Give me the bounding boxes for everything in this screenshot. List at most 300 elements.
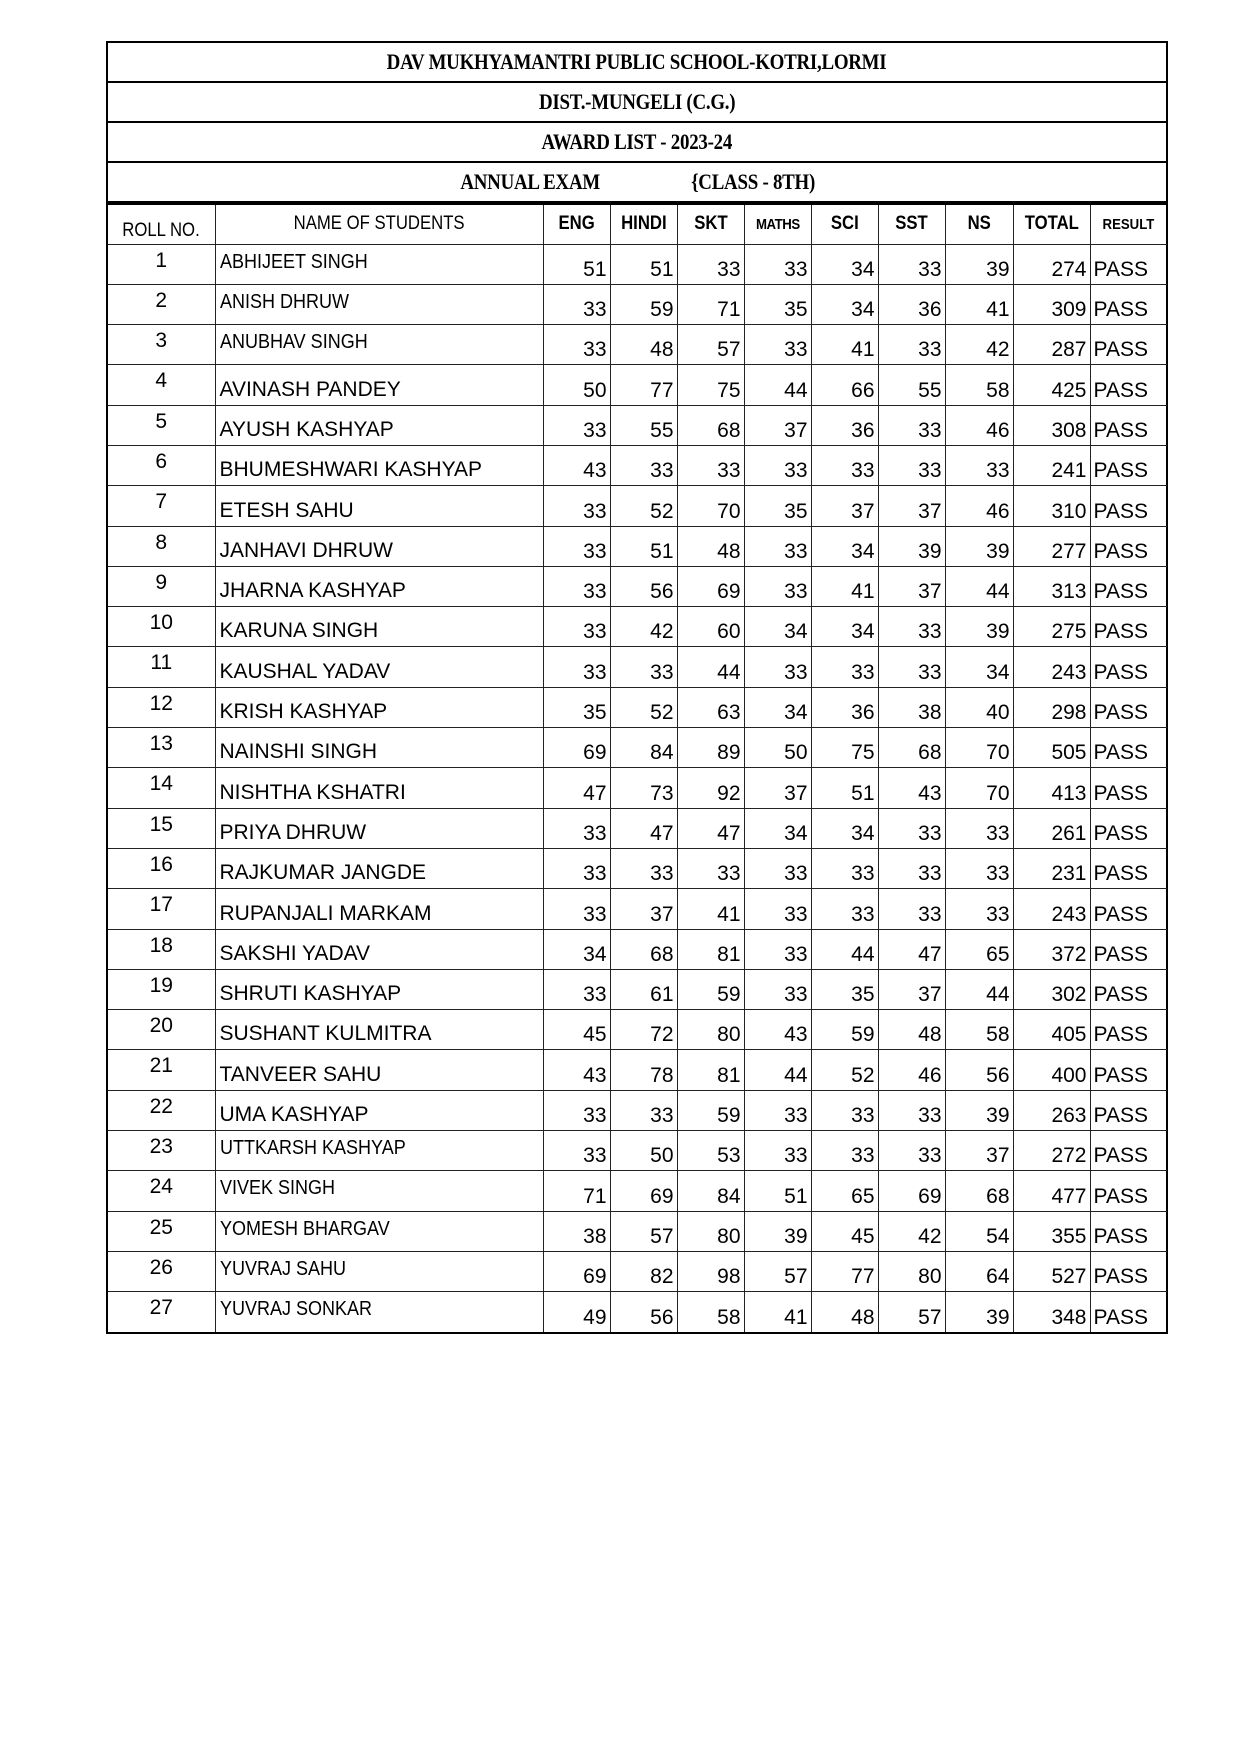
student-name: RAJKUMAR JANGDE xyxy=(215,848,543,888)
total-marks: 477 xyxy=(1013,1171,1090,1211)
school-name-row xyxy=(108,43,1166,83)
eng-marks: 33 xyxy=(543,889,610,929)
eng-marks: 43 xyxy=(543,445,610,485)
skt-marks: 59 xyxy=(677,1090,744,1130)
ns-marks: 39 xyxy=(945,244,1013,284)
ns-marks: 56 xyxy=(945,1050,1013,1090)
skt-marks: 33 xyxy=(677,445,744,485)
table-row xyxy=(108,848,1167,888)
student-name: SAKSHI YADAV xyxy=(215,929,543,969)
sci-marks: 33 xyxy=(811,848,878,888)
result-status: PASS xyxy=(1090,1171,1167,1211)
ns-marks: 33 xyxy=(945,808,1013,848)
sci-marks: 33 xyxy=(811,1090,878,1130)
table-row xyxy=(108,808,1167,848)
school-name: DAV MUKHYAMANTRI PUBLIC SCHOOL-KOTRI,LORMI xyxy=(387,49,887,74)
sci-marks: 34 xyxy=(811,607,878,647)
sst-marks: 37 xyxy=(878,969,945,1009)
total-marks: 243 xyxy=(1013,889,1090,929)
roll-number: 4 xyxy=(108,365,215,405)
ns-marks: 37 xyxy=(945,1131,1013,1171)
sst-marks: 33 xyxy=(878,848,945,888)
ns-marks: 68 xyxy=(945,1171,1013,1211)
maths-marks: 35 xyxy=(744,486,811,526)
sci-marks: 51 xyxy=(811,768,878,808)
maths-marks: 43 xyxy=(744,1010,811,1050)
roll-number: 12 xyxy=(108,687,215,727)
maths-marks: 33 xyxy=(744,969,811,1009)
student-name: SUSHANT KULMITRA xyxy=(215,1010,543,1050)
eng-marks: 38 xyxy=(543,1211,610,1251)
sst-marks: 48 xyxy=(878,1010,945,1050)
eng-marks: 34 xyxy=(543,929,610,969)
maths-marks: 44 xyxy=(744,1050,811,1090)
roll-number: 8 xyxy=(108,526,215,566)
eng-marks: 71 xyxy=(543,1171,610,1211)
eng-marks: 33 xyxy=(543,1131,610,1171)
district-row xyxy=(108,83,1166,123)
table-row xyxy=(108,1050,1167,1090)
ns-marks: 33 xyxy=(945,445,1013,485)
hindi-marks: 57 xyxy=(610,1211,677,1251)
total-marks: 400 xyxy=(1013,1050,1090,1090)
roll-number: 15 xyxy=(108,808,215,848)
header-roll: ROLL NO. xyxy=(108,205,215,244)
maths-marks: 33 xyxy=(744,566,811,606)
maths-marks: 33 xyxy=(744,445,811,485)
result-status: PASS xyxy=(1090,607,1167,647)
student-name: ANISH DHRUW xyxy=(215,284,543,324)
sci-marks: 75 xyxy=(811,728,878,768)
total-marks: 243 xyxy=(1013,647,1090,687)
eng-marks: 35 xyxy=(543,687,610,727)
result-status: PASS xyxy=(1090,526,1167,566)
ns-marks: 54 xyxy=(945,1211,1013,1251)
hindi-marks: 84 xyxy=(610,728,677,768)
hindi-marks: 33 xyxy=(610,647,677,687)
table-row xyxy=(108,607,1167,647)
award-list-title: AWARD LIST - 2023-24 xyxy=(541,129,733,154)
total-marks: 505 xyxy=(1013,728,1090,768)
eng-marks: 45 xyxy=(543,1010,610,1050)
sst-marks: 33 xyxy=(878,889,945,929)
hindi-marks: 42 xyxy=(610,607,677,647)
roll-number: 6 xyxy=(108,445,215,485)
skt-marks: 59 xyxy=(677,969,744,1009)
roll-number: 20 xyxy=(108,1010,215,1050)
total-marks: 302 xyxy=(1013,969,1090,1009)
maths-marks: 33 xyxy=(744,325,811,365)
result-status: PASS xyxy=(1090,687,1167,727)
student-name: JHARNA KASHYAP xyxy=(215,566,543,606)
ns-marks: 39 xyxy=(945,526,1013,566)
student-name: UMA KASHYAP xyxy=(215,1090,543,1130)
table-row xyxy=(108,244,1167,284)
sci-marks: 34 xyxy=(811,244,878,284)
student-name: ETESH SAHU xyxy=(215,486,543,526)
sst-marks: 68 xyxy=(878,728,945,768)
result-status: PASS xyxy=(1090,647,1167,687)
header-hindi: HINDI xyxy=(610,205,677,244)
maths-marks: 33 xyxy=(744,526,811,566)
result-status: PASS xyxy=(1090,848,1167,888)
maths-marks: 33 xyxy=(744,647,811,687)
sst-marks: 39 xyxy=(878,526,945,566)
roll-number: 24 xyxy=(108,1171,215,1211)
student-name: KRISH KASHYAP xyxy=(215,687,543,727)
ns-marks: 58 xyxy=(945,1010,1013,1050)
total-marks: 261 xyxy=(1013,808,1090,848)
skt-marks: 68 xyxy=(677,405,744,445)
total-marks: 277 xyxy=(1013,526,1090,566)
table-row xyxy=(108,365,1167,405)
sci-marks: 66 xyxy=(811,365,878,405)
header-result: RESULT xyxy=(1090,205,1167,244)
table-row xyxy=(108,687,1167,727)
award-list-sheet xyxy=(106,41,1168,1334)
hindi-marks: 33 xyxy=(610,445,677,485)
header-ns: NS xyxy=(945,205,1013,244)
eng-marks: 69 xyxy=(543,728,610,768)
ns-marks: 46 xyxy=(945,405,1013,445)
ns-marks: 40 xyxy=(945,687,1013,727)
student-name: AYUSH KASHYAP xyxy=(215,405,543,445)
student-name: YUVRAJ SONKAR xyxy=(215,1292,543,1332)
exam-name: ANNUAL EXAM xyxy=(460,169,600,194)
roll-number: 19 xyxy=(108,969,215,1009)
maths-marks: 33 xyxy=(744,1090,811,1130)
ns-marks: 39 xyxy=(945,1292,1013,1332)
skt-marks: 81 xyxy=(677,929,744,969)
hindi-marks: 37 xyxy=(610,889,677,929)
class-label: {CLASS - 8TH) xyxy=(691,169,816,194)
hindi-marks: 33 xyxy=(610,848,677,888)
sst-marks: 55 xyxy=(878,365,945,405)
maths-marks: 39 xyxy=(744,1211,811,1251)
table-row xyxy=(108,1010,1167,1050)
sci-marks: 52 xyxy=(811,1050,878,1090)
hindi-marks: 52 xyxy=(610,486,677,526)
ns-marks: 39 xyxy=(945,1090,1013,1130)
roll-number: 5 xyxy=(108,405,215,445)
sst-marks: 33 xyxy=(878,808,945,848)
hindi-marks: 59 xyxy=(610,284,677,324)
table-row xyxy=(108,566,1167,606)
eng-marks: 33 xyxy=(543,1090,610,1130)
sci-marks: 34 xyxy=(811,284,878,324)
maths-marks: 41 xyxy=(744,1292,811,1332)
skt-marks: 48 xyxy=(677,526,744,566)
total-marks: 272 xyxy=(1013,1131,1090,1171)
total-marks: 405 xyxy=(1013,1010,1090,1050)
maths-marks: 33 xyxy=(744,1131,811,1171)
roll-number: 11 xyxy=(108,647,215,687)
table-row xyxy=(108,1090,1167,1130)
table-row xyxy=(108,929,1167,969)
maths-marks: 37 xyxy=(744,768,811,808)
total-marks: 298 xyxy=(1013,687,1090,727)
sst-marks: 37 xyxy=(878,486,945,526)
skt-marks: 70 xyxy=(677,486,744,526)
student-name: NISHTHA KSHATRI xyxy=(215,768,543,808)
student-name: SHRUTI KASHYAP xyxy=(215,969,543,1009)
table-row xyxy=(108,728,1167,768)
student-name: UTTKARSH KASHYAP xyxy=(215,1131,543,1171)
hindi-marks: 72 xyxy=(610,1010,677,1050)
result-status: PASS xyxy=(1090,889,1167,929)
ns-marks: 34 xyxy=(945,647,1013,687)
skt-marks: 80 xyxy=(677,1010,744,1050)
hindi-marks: 78 xyxy=(610,1050,677,1090)
table-row xyxy=(108,445,1167,485)
roll-number: 27 xyxy=(108,1292,215,1332)
result-status: PASS xyxy=(1090,929,1167,969)
skt-marks: 98 xyxy=(677,1251,744,1291)
sci-marks: 35 xyxy=(811,969,878,1009)
hindi-marks: 48 xyxy=(610,325,677,365)
ns-marks: 46 xyxy=(945,486,1013,526)
sci-marks: 65 xyxy=(811,1171,878,1211)
hindi-marks: 77 xyxy=(610,365,677,405)
roll-number: 18 xyxy=(108,929,215,969)
header-total: TOTAL xyxy=(1013,205,1090,244)
hindi-marks: 73 xyxy=(610,768,677,808)
student-name: KAUSHAL YADAV xyxy=(215,647,543,687)
eng-marks: 33 xyxy=(543,405,610,445)
roll-number: 21 xyxy=(108,1050,215,1090)
marks-table xyxy=(108,205,1167,1332)
hindi-marks: 51 xyxy=(610,244,677,284)
result-status: PASS xyxy=(1090,486,1167,526)
total-marks: 348 xyxy=(1013,1292,1090,1332)
result-status: PASS xyxy=(1090,1090,1167,1130)
sst-marks: 33 xyxy=(878,607,945,647)
table-row xyxy=(108,768,1167,808)
sci-marks: 41 xyxy=(811,566,878,606)
student-name: TANVEER SAHU xyxy=(215,1050,543,1090)
table-row xyxy=(108,1171,1167,1211)
skt-marks: 71 xyxy=(677,284,744,324)
eng-marks: 33 xyxy=(543,808,610,848)
ns-marks: 65 xyxy=(945,929,1013,969)
roll-number: 25 xyxy=(108,1211,215,1251)
sst-marks: 38 xyxy=(878,687,945,727)
sst-marks: 57 xyxy=(878,1292,945,1332)
total-marks: 263 xyxy=(1013,1090,1090,1130)
result-status: PASS xyxy=(1090,244,1167,284)
ns-marks: 41 xyxy=(945,284,1013,324)
total-marks: 275 xyxy=(1013,607,1090,647)
eng-marks: 47 xyxy=(543,768,610,808)
ns-marks: 70 xyxy=(945,728,1013,768)
table-row xyxy=(108,325,1167,365)
sst-marks: 33 xyxy=(878,1131,945,1171)
maths-marks: 34 xyxy=(744,808,811,848)
exam-row xyxy=(108,163,1166,205)
student-name: JANHAVI DHRUW xyxy=(215,526,543,566)
result-status: PASS xyxy=(1090,1131,1167,1171)
result-status: PASS xyxy=(1090,445,1167,485)
result-status: PASS xyxy=(1090,1211,1167,1251)
hindi-marks: 52 xyxy=(610,687,677,727)
skt-marks: 84 xyxy=(677,1171,744,1211)
skt-marks: 92 xyxy=(677,768,744,808)
skt-marks: 80 xyxy=(677,1211,744,1251)
total-marks: 372 xyxy=(1013,929,1090,969)
result-status: PASS xyxy=(1090,284,1167,324)
result-status: PASS xyxy=(1090,1251,1167,1291)
table-row xyxy=(108,405,1167,445)
skt-marks: 53 xyxy=(677,1131,744,1171)
maths-marks: 33 xyxy=(744,929,811,969)
roll-number: 2 xyxy=(108,284,215,324)
student-name: VIVEK SINGH xyxy=(215,1171,543,1211)
maths-marks: 35 xyxy=(744,284,811,324)
hindi-marks: 51 xyxy=(610,526,677,566)
roll-number: 10 xyxy=(108,607,215,647)
ns-marks: 39 xyxy=(945,607,1013,647)
skt-marks: 58 xyxy=(677,1292,744,1332)
sci-marks: 33 xyxy=(811,1131,878,1171)
table-row xyxy=(108,486,1167,526)
sst-marks: 33 xyxy=(878,405,945,445)
sst-marks: 80 xyxy=(878,1251,945,1291)
sci-marks: 41 xyxy=(811,325,878,365)
student-name: BHUMESHWARI KASHYAP xyxy=(215,445,543,485)
sci-marks: 44 xyxy=(811,929,878,969)
total-marks: 241 xyxy=(1013,445,1090,485)
header-skt: SKT xyxy=(677,205,744,244)
award-list-row xyxy=(108,123,1166,163)
table-row xyxy=(108,647,1167,687)
eng-marks: 69 xyxy=(543,1251,610,1291)
roll-number: 16 xyxy=(108,848,215,888)
table-row xyxy=(108,1251,1167,1291)
table-row xyxy=(108,1131,1167,1171)
maths-marks: 34 xyxy=(744,607,811,647)
sst-marks: 33 xyxy=(878,445,945,485)
eng-marks: 49 xyxy=(543,1292,610,1332)
ns-marks: 33 xyxy=(945,848,1013,888)
sci-marks: 33 xyxy=(811,889,878,929)
header-sci: SCI xyxy=(811,205,878,244)
skt-marks: 81 xyxy=(677,1050,744,1090)
roll-number: 14 xyxy=(108,768,215,808)
ns-marks: 70 xyxy=(945,768,1013,808)
ns-marks: 44 xyxy=(945,566,1013,606)
hindi-marks: 50 xyxy=(610,1131,677,1171)
result-status: PASS xyxy=(1090,405,1167,445)
eng-marks: 50 xyxy=(543,365,610,405)
hindi-marks: 56 xyxy=(610,1292,677,1332)
sst-marks: 47 xyxy=(878,929,945,969)
hindi-marks: 47 xyxy=(610,808,677,848)
student-name: YOMESH BHARGAV xyxy=(215,1211,543,1251)
result-status: PASS xyxy=(1090,768,1167,808)
result-status: PASS xyxy=(1090,1050,1167,1090)
maths-marks: 44 xyxy=(744,365,811,405)
eng-marks: 33 xyxy=(543,284,610,324)
total-marks: 425 xyxy=(1013,365,1090,405)
table-row xyxy=(108,1292,1167,1332)
student-name: KARUNA SINGH xyxy=(215,607,543,647)
eng-marks: 33 xyxy=(543,848,610,888)
total-marks: 231 xyxy=(1013,848,1090,888)
roll-number: 1 xyxy=(108,244,215,284)
skt-marks: 33 xyxy=(677,848,744,888)
total-marks: 309 xyxy=(1013,284,1090,324)
maths-marks: 37 xyxy=(744,405,811,445)
sci-marks: 36 xyxy=(811,405,878,445)
sst-marks: 33 xyxy=(878,647,945,687)
roll-number: 9 xyxy=(108,566,215,606)
maths-marks: 33 xyxy=(744,848,811,888)
eng-marks: 33 xyxy=(543,969,610,1009)
eng-marks: 33 xyxy=(543,566,610,606)
sst-marks: 69 xyxy=(878,1171,945,1211)
hindi-marks: 61 xyxy=(610,969,677,1009)
roll-number: 3 xyxy=(108,325,215,365)
roll-number: 7 xyxy=(108,486,215,526)
sst-marks: 33 xyxy=(878,325,945,365)
eng-marks: 43 xyxy=(543,1050,610,1090)
maths-marks: 33 xyxy=(744,889,811,929)
student-name: YUVRAJ SAHU xyxy=(215,1251,543,1291)
sci-marks: 34 xyxy=(811,526,878,566)
student-name: AVINASH PANDEY xyxy=(215,365,543,405)
sst-marks: 33 xyxy=(878,1090,945,1130)
ns-marks: 33 xyxy=(945,889,1013,929)
hindi-marks: 82 xyxy=(610,1251,677,1291)
student-name: ABHIJEET SINGH xyxy=(215,244,543,284)
roll-number: 23 xyxy=(108,1131,215,1171)
ns-marks: 44 xyxy=(945,969,1013,1009)
sci-marks: 48 xyxy=(811,1292,878,1332)
total-marks: 355 xyxy=(1013,1211,1090,1251)
skt-marks: 63 xyxy=(677,687,744,727)
sci-marks: 37 xyxy=(811,486,878,526)
sst-marks: 46 xyxy=(878,1050,945,1090)
skt-marks: 69 xyxy=(677,566,744,606)
hindi-marks: 56 xyxy=(610,566,677,606)
eng-marks: 51 xyxy=(543,244,610,284)
sci-marks: 33 xyxy=(811,445,878,485)
skt-marks: 75 xyxy=(677,365,744,405)
table-row xyxy=(108,1211,1167,1251)
table-row xyxy=(108,889,1167,929)
result-status: PASS xyxy=(1090,1292,1167,1332)
total-marks: 313 xyxy=(1013,566,1090,606)
maths-marks: 57 xyxy=(744,1251,811,1291)
ns-marks: 42 xyxy=(945,325,1013,365)
header-name: NAME OF STUDENTS xyxy=(215,205,543,244)
total-marks: 310 xyxy=(1013,486,1090,526)
total-marks: 308 xyxy=(1013,405,1090,445)
sci-marks: 36 xyxy=(811,687,878,727)
total-marks: 527 xyxy=(1013,1251,1090,1291)
sst-marks: 42 xyxy=(878,1211,945,1251)
hindi-marks: 69 xyxy=(610,1171,677,1211)
ns-marks: 58 xyxy=(945,365,1013,405)
total-marks: 413 xyxy=(1013,768,1090,808)
eng-marks: 33 xyxy=(543,607,610,647)
roll-number: 22 xyxy=(108,1090,215,1130)
ns-marks: 64 xyxy=(945,1251,1013,1291)
maths-marks: 33 xyxy=(744,244,811,284)
table-header-row xyxy=(108,205,1167,244)
sci-marks: 77 xyxy=(811,1251,878,1291)
student-name: NAINSHI SINGH xyxy=(215,728,543,768)
